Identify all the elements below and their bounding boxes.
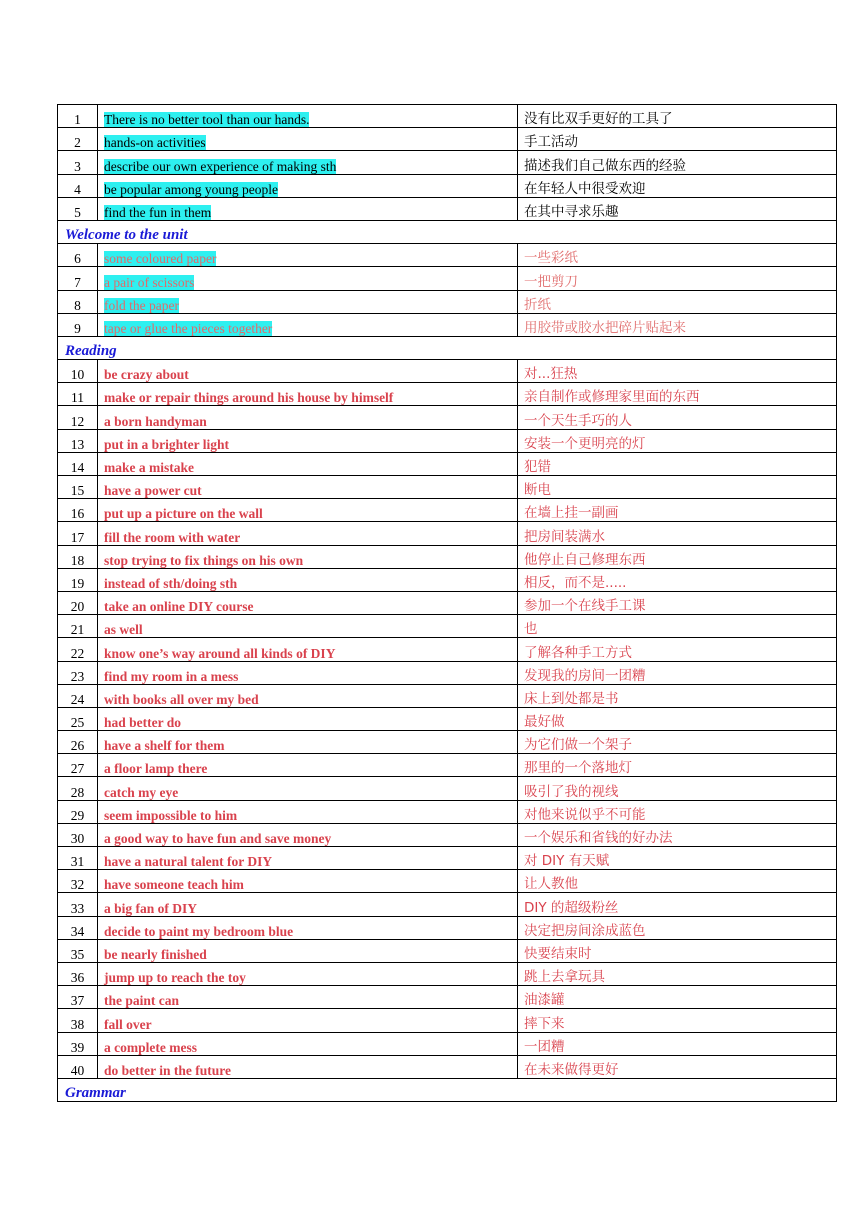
english-phrase-cell	[98, 939, 518, 962]
row-number: 29	[58, 800, 98, 823]
english-phrase: find the fun in them	[104, 204, 212, 220]
english-phrase: with books all over my bed	[104, 691, 259, 707]
table-row	[58, 1032, 837, 1055]
table-row	[58, 847, 837, 870]
chinese-translation: 对他来说似乎不可能	[518, 800, 837, 823]
chinese-translation: 对...狂热	[518, 360, 837, 383]
english-phrase: do better in the future	[104, 1062, 231, 1078]
english-phrase: fold the paper	[104, 297, 179, 313]
row-number: 6	[58, 244, 98, 267]
chinese-translation: 发现我的房间一团糟	[518, 661, 837, 684]
vocabulary-table	[57, 104, 837, 1102]
chinese-translation: 一个天生手巧的人	[518, 406, 837, 429]
chinese-translation: DIY 的超级粉丝	[518, 893, 837, 916]
row-number: 13	[58, 429, 98, 452]
table-row	[58, 105, 837, 128]
english-phrase-cell	[98, 615, 518, 638]
chinese-translation: 用胶带或胶水把碎片贴起来	[518, 313, 837, 336]
english-phrase-cell	[98, 429, 518, 452]
table-row	[58, 1009, 837, 1032]
section-title: Welcome to the unit	[58, 220, 837, 243]
row-number: 26	[58, 731, 98, 754]
english-phrase: some coloured paper	[104, 251, 217, 267]
english-phrase: a big fan of DIY	[104, 900, 198, 916]
table-row	[58, 684, 837, 707]
table-row	[58, 452, 837, 475]
english-phrase: the paint can	[104, 993, 180, 1009]
english-phrase: be nearly finished	[104, 946, 207, 962]
table-row	[58, 313, 837, 336]
english-phrase-cell	[98, 128, 518, 151]
row-number: 4	[58, 174, 98, 197]
chinese-translation: 那里的一个落地灯	[518, 754, 837, 777]
english-phrase-cell	[98, 684, 518, 707]
english-phrase-cell	[98, 267, 518, 290]
section-title: Grammar	[58, 1078, 837, 1101]
chinese-translation: 把房间装满水	[518, 522, 837, 545]
english-phrase: tape or glue the pieces together	[104, 320, 273, 336]
english-phrase-cell	[98, 986, 518, 1009]
row-number: 10	[58, 360, 98, 383]
table-row	[58, 893, 837, 916]
row-number: 16	[58, 499, 98, 522]
table-row	[58, 986, 837, 1009]
chinese-translation: 床上到处都是书	[518, 684, 837, 707]
english-phrase: jump up to reach the toy	[104, 970, 246, 986]
english-phrase-cell	[98, 591, 518, 614]
table-row	[58, 823, 837, 846]
chinese-translation: 为它们做一个架子	[518, 731, 837, 754]
row-number: 28	[58, 777, 98, 800]
table-row	[58, 638, 837, 661]
chinese-translation: 参加一个在线手工课	[518, 591, 837, 614]
row-number: 7	[58, 267, 98, 290]
table-row	[58, 962, 837, 985]
table-row	[58, 615, 837, 638]
english-phrase: have a power cut	[104, 483, 202, 499]
english-phrase-cell	[98, 870, 518, 893]
english-phrase: a complete mess	[104, 1039, 197, 1055]
chinese-translation: 犯错	[518, 452, 837, 475]
english-phrase: find my room in a mess	[104, 668, 239, 684]
row-number: 8	[58, 290, 98, 313]
english-phrase-cell	[98, 1055, 518, 1078]
english-phrase-cell	[98, 545, 518, 568]
chinese-translation: 了解各种手工方式	[518, 638, 837, 661]
row-number: 1	[58, 105, 98, 128]
english-phrase: hands-on activities	[104, 135, 206, 151]
english-phrase-cell	[98, 383, 518, 406]
chinese-translation: 没有比双手更好的工具了	[518, 105, 837, 128]
table-row	[58, 870, 837, 893]
english-phrase-cell	[98, 452, 518, 475]
chinese-translation: 折纸	[518, 290, 837, 313]
row-number: 25	[58, 707, 98, 730]
table-row	[58, 174, 837, 197]
english-phrase-cell	[98, 499, 518, 522]
row-number: 20	[58, 591, 98, 614]
english-phrase: put in a brighter light	[104, 436, 230, 452]
row-number: 23	[58, 661, 98, 684]
chinese-translation: 描述我们自己做东西的经验	[518, 151, 837, 174]
table-row	[58, 568, 837, 591]
section-header-row	[58, 336, 837, 359]
english-phrase-cell	[98, 174, 518, 197]
english-phrase-cell	[98, 754, 518, 777]
row-number: 22	[58, 638, 98, 661]
row-number: 40	[58, 1055, 98, 1078]
row-number: 18	[58, 545, 98, 568]
table-row	[58, 476, 837, 499]
english-phrase-cell	[98, 360, 518, 383]
english-phrase: be crazy about	[104, 367, 189, 383]
section-title: Reading	[58, 336, 837, 359]
table-row	[58, 939, 837, 962]
row-number: 35	[58, 939, 98, 962]
english-phrase: decide to paint my bedroom blue	[104, 923, 294, 939]
table-row	[58, 707, 837, 730]
chinese-translation: 断电	[518, 476, 837, 499]
table-row	[58, 916, 837, 939]
english-phrase-cell	[98, 290, 518, 313]
english-phrase-cell	[98, 707, 518, 730]
section-header-row	[58, 220, 837, 243]
english-phrase: have someone teach him	[104, 877, 244, 893]
english-phrase-cell	[98, 1032, 518, 1055]
chinese-translation: 在未来做得更好	[518, 1055, 837, 1078]
english-phrase-cell	[98, 406, 518, 429]
english-phrase-cell	[98, 731, 518, 754]
row-number: 39	[58, 1032, 98, 1055]
table-row	[58, 661, 837, 684]
row-number: 31	[58, 847, 98, 870]
row-number: 2	[58, 128, 98, 151]
chinese-translation: 安装一个更明亮的灯	[518, 429, 837, 452]
english-phrase-cell	[98, 151, 518, 174]
chinese-translation: 在墙上挂一副画	[518, 499, 837, 522]
row-number: 15	[58, 476, 98, 499]
english-phrase: instead of sth/doing sth	[104, 575, 238, 591]
row-number: 24	[58, 684, 98, 707]
table-row	[58, 128, 837, 151]
chinese-translation: 他停止自己修理东西	[518, 545, 837, 568]
row-number: 37	[58, 986, 98, 1009]
row-number: 27	[58, 754, 98, 777]
chinese-translation: 一个娱乐和省钱的好办法	[518, 823, 837, 846]
english-phrase-cell	[98, 1009, 518, 1032]
english-phrase-cell	[98, 244, 518, 267]
table-row	[58, 754, 837, 777]
chinese-translation: 手工活动	[518, 128, 837, 151]
row-number: 21	[58, 615, 98, 638]
english-phrase: a born handyman	[104, 413, 207, 429]
english-phrase: fill the room with water	[104, 529, 241, 545]
chinese-translation: 决定把房间涂成蓝色	[518, 916, 837, 939]
table-row	[58, 151, 837, 174]
english-phrase: make or repair things around his house by himself	[104, 390, 394, 406]
table-row	[58, 244, 837, 267]
table-row	[58, 197, 837, 220]
english-phrase: a floor lamp there	[104, 761, 208, 777]
table-row	[58, 731, 837, 754]
row-number: 5	[58, 197, 98, 220]
row-number: 9	[58, 313, 98, 336]
chinese-translation: 跳上去拿玩具	[518, 962, 837, 985]
chinese-translation: 摔下来	[518, 1009, 837, 1032]
table-row	[58, 499, 837, 522]
row-number: 3	[58, 151, 98, 174]
english-phrase: be popular among young people	[104, 181, 278, 197]
english-phrase: fall over	[104, 1016, 152, 1032]
row-number: 36	[58, 962, 98, 985]
chinese-translation: 相反，而不是.....	[518, 568, 837, 591]
english-phrase-cell	[98, 800, 518, 823]
chinese-translation: 快要结束时	[518, 939, 837, 962]
chinese-translation: 让人教他	[518, 870, 837, 893]
chinese-translation: 油漆罐	[518, 986, 837, 1009]
row-number: 38	[58, 1009, 98, 1032]
english-phrase-cell	[98, 568, 518, 591]
english-phrase: There is no better tool than our hands.	[104, 112, 310, 128]
table-row	[58, 545, 837, 568]
chinese-translation: 吸引了我的视线	[518, 777, 837, 800]
english-phrase: stop trying to fix things on his own	[104, 552, 304, 568]
english-phrase: catch my eye	[104, 784, 179, 800]
english-phrase-cell	[98, 893, 518, 916]
english-phrase: have a shelf for them	[104, 738, 225, 754]
english-phrase: a good way to have fun and save money	[104, 831, 332, 846]
english-phrase-cell	[98, 661, 518, 684]
english-phrase-cell	[98, 847, 518, 870]
row-number: 14	[58, 452, 98, 475]
row-number: 34	[58, 916, 98, 939]
table-row	[58, 800, 837, 823]
row-number: 17	[58, 522, 98, 545]
table-row	[58, 290, 837, 313]
row-number: 19	[58, 568, 98, 591]
row-number: 32	[58, 870, 98, 893]
section-header-row	[58, 1078, 837, 1101]
row-number: 33	[58, 893, 98, 916]
english-phrase-cell	[98, 777, 518, 800]
chinese-translation: 一些彩纸	[518, 244, 837, 267]
english-phrase-cell	[98, 197, 518, 220]
english-phrase: take an online DIY course	[104, 599, 254, 615]
table-row	[58, 360, 837, 383]
english-phrase: put up a picture on the wall	[104, 506, 263, 522]
chinese-translation: 在其中寻求乐趣	[518, 197, 837, 220]
chinese-translation: 对 DIY 有天赋	[518, 847, 837, 870]
table-row	[58, 429, 837, 452]
english-phrase-cell	[98, 638, 518, 661]
english-phrase-cell	[98, 313, 518, 336]
chinese-translation: 最好做	[518, 707, 837, 730]
chinese-translation: 在年轻人中很受欢迎	[518, 174, 837, 197]
english-phrase-cell	[98, 476, 518, 499]
english-phrase-cell	[98, 823, 518, 846]
english-phrase-cell	[98, 916, 518, 939]
table-row	[58, 777, 837, 800]
table-row	[58, 383, 837, 406]
chinese-translation: 一团糟	[518, 1032, 837, 1055]
english-phrase: had better do	[104, 715, 182, 731]
english-phrase: as well	[104, 622, 143, 638]
chinese-translation: 一把剪刀	[518, 267, 837, 290]
table-row	[58, 522, 837, 545]
english-phrase-cell	[98, 105, 518, 128]
english-phrase: a pair of scissors	[104, 274, 195, 290]
row-number: 12	[58, 406, 98, 429]
vocabulary-table-body	[58, 105, 837, 1102]
english-phrase: describe our own experience of making sth	[104, 158, 337, 174]
table-row	[58, 591, 837, 614]
chinese-translation: 也	[518, 615, 837, 638]
chinese-translation: 亲自制作或修理家里面的东西	[518, 383, 837, 406]
english-phrase: make a mistake	[104, 460, 194, 475]
english-phrase-cell	[98, 522, 518, 545]
table-row	[58, 267, 837, 290]
english-phrase: seem impossible to him	[104, 807, 238, 823]
english-phrase-cell	[98, 962, 518, 985]
table-row	[58, 1055, 837, 1078]
row-number: 11	[58, 383, 98, 406]
english-phrase: have a natural talent for DIY	[104, 854, 273, 870]
row-number: 30	[58, 823, 98, 846]
table-row	[58, 406, 837, 429]
english-phrase: know one’s way around all kinds of DIY	[104, 645, 336, 661]
